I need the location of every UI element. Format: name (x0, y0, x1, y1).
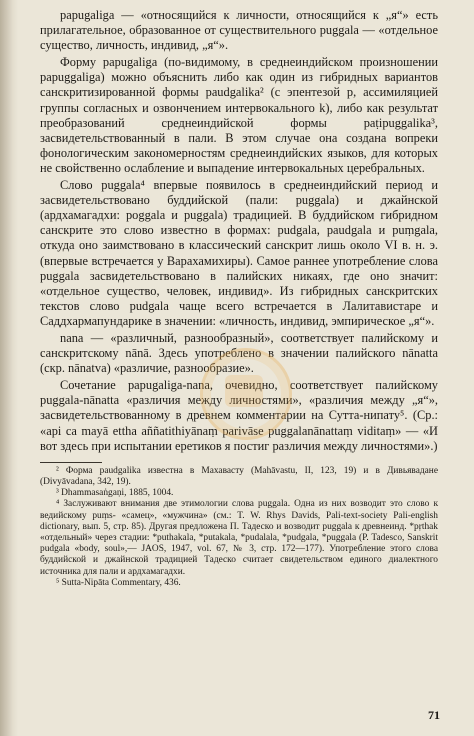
paragraph-nana: nana — «различный, разнообразный», соответствует палийскому и санскритскому nānā. Здесь употреблено в значении палийского nānatta (скр. nānatva) «различие, разнообразие». (40, 330, 438, 376)
paragraph-combination: Сочетание papugaliga-nana, очевидно, соответствует палийскому puggala-nānatta «различия между личностями», «различия между „я“», засвидетельствованному в древнем комментарии на Сутта-нипату⁵. (Ср.: «api ca mayā ettha aññatithiyānaṃ parivāse puggalanānattaṃ viditaṃ» — «И вот здесь при испытании еретиков я постиг различия между личностями».) (40, 378, 438, 453)
footnote-3: ³ Dhammasaṅgaṇi, 1885, 1004. (56, 488, 174, 499)
footnotes (40, 466, 438, 589)
paragraph-papugaliga: papugaliga — «относящийся к личности, относящийся к „я“» есть прилагательное, образованное от существительного puggala — «отдельное существо, личность, индивид, „я“». (40, 8, 438, 53)
paragraph-form: Форму papugaliga (по-видимому, в среднеиндийском произношении papuggaliga) можно объяснить либо как один из гибридных вариантов санскритизированной формы paudgalika² (с эпентезой p, ассимиляцией группы согласных и озвончением интервокального k), либо как результат преобразований среднеиндийской формы paṭipuggalika³, засвидетельствованный в пали. В этом случае она создана вопреки фонологическим закономерностям среднеиндийских языков, для которых не свойственно ослабление и выпадение интервокальных церебральных. (40, 55, 438, 175)
footnote-divider (40, 462, 102, 463)
page-number: 71 (428, 708, 440, 722)
main-text (40, 8, 438, 454)
footnote-2: ² Форма paudgalika известна в Махавасту (Mahāvastu, II, 123, 19) и в Дивьявадане (Divyāvadana, 342, 19). (40, 465, 438, 487)
paragraph-puggala: Слово puggala⁴ впервые появилось в среднеиндийский период и засвидетельствовано буддийской (пали: puggala) и джайнской (ардхамагадхи: poggala и puggala) традицией. В буддийском гибридном санскрите это слово известно в формах: pudgala, paudgala и puṃgala, откуда оно заимствовано в классический санскрит лишь около VI в. н. э. (впервые встречается у Варахамихиры). Самое раннее употребление слова puggala засвидетельствовано в палийских никаях, где оно значит: «отдельное существо, человек, индивид». Из гибридных санскритских текстов слово pudgala чаще всего встречается в Лалитавистаре и Саддхармапундарике в значении: «личность, индивид, эмпирическое „я“». (40, 178, 438, 328)
footnote-4: ⁴ Заслуживают внимания две этимологии слова puggala. Одна из них возводит это слово к ведийскому puṃs- «самец», «мужчина» (см.: T. W. Rhys Davids, Pali-text-society Pali-english dictionary, вып. 5, стр. 85). Другая предложена П. Тадеско и возводит puggala к древнеинд. *pṛthak «отдельный» через стадии: *puthakala, *putakala, *pudalala, *pudgala, *puggala (P. Tadesco, Sanskrit pudgala «body, soul»,— JAOS, 1947, vol. 67, № 3, стр. 172—177). Употребление этого слова буддийской и джайнской традицией Тадеско считает свидетельством единого диалектного источника для пали и ардхамагадхи. (40, 499, 438, 577)
footnote-5: ⁵ Sutta-Nipāta Commentary, 436. (56, 577, 181, 588)
